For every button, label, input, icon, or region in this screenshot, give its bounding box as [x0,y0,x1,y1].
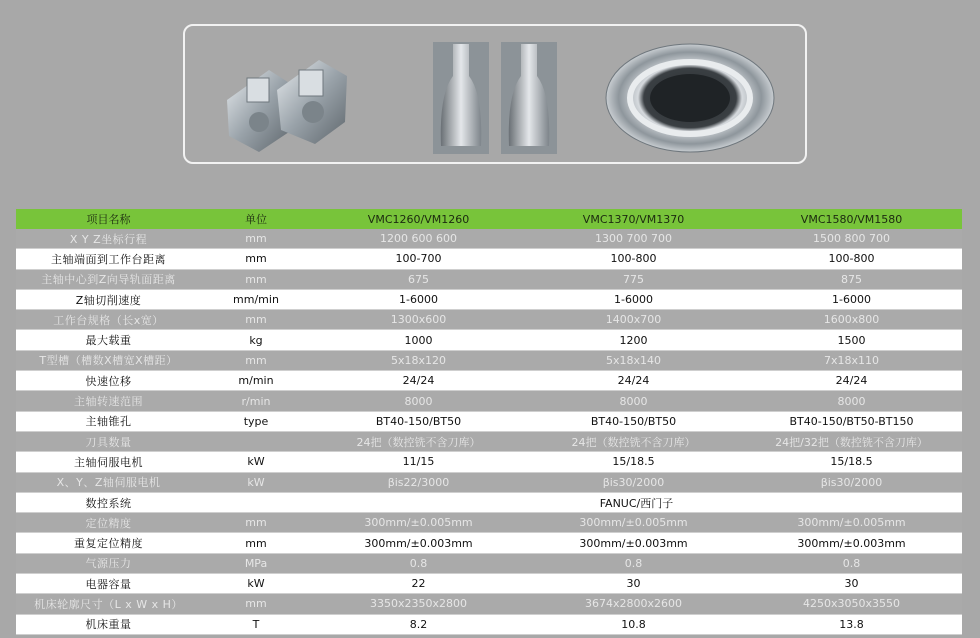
spec-unit-cell: mm [201,594,311,614]
table-row [16,614,962,634]
table-row [16,391,962,411]
table-row [16,269,962,289]
spec-value-cell-model-3: 7x18x110 [741,350,962,370]
spec-value-cell-model-1: 22 [311,574,526,594]
spec-value-cell-model-3: 4250x3050x3550 [741,594,962,614]
header-item-name: 项目名称 [16,209,201,229]
spec-unit-cell [201,431,311,451]
table-row [16,574,962,594]
spec-value-cell-model-3: BT40-150/BT50-BT150 [741,411,962,431]
table-row [16,229,962,249]
spec-unit-cell: mm [201,513,311,533]
spec-value-cell-model-1: 1-6000 [311,289,526,309]
spec-unit-cell: m/min [201,371,311,391]
spec-value-cell-model-1: 0.8 [311,553,526,573]
spec-table [16,209,962,635]
spec-value-cell-model-1: 3350x2350x2800 [311,594,526,614]
header-unit: 单位 [201,209,311,229]
spec-value-cell-model-1: 24把（数控铣不含刀库） [311,431,526,451]
spec-value-cell-model-2: BT40-150/BT50 [526,411,741,431]
spec-value-cell-model-1: 5x18x120 [311,350,526,370]
spec-value-cell-model-2: 775 [526,269,741,289]
spec-value-cell-model-2: 10.8 [526,614,741,634]
table-row [16,492,962,512]
spec-value-cell-model-2: 300mm/±0.003mm [526,533,741,553]
spec-unit-cell: mm [201,229,311,249]
header-model-2: VMC1370/VM1370 [526,209,741,229]
spec-name-cell: 刀具数量 [16,431,201,451]
spec-value-cell-model-1: 675 [311,269,526,289]
spec-unit-cell: mm [201,533,311,553]
spec-value-cell-model-2: 24/24 [526,371,741,391]
spec-value-cell-model-3: 1500 [741,330,962,350]
spec-unit-cell: type [201,411,311,431]
spec-value-cell-model-3: βis30/2000 [741,472,962,492]
spec-unit-cell: kW [201,452,311,472]
spec-value-cell-model-3: 1500 800 700 [741,229,962,249]
spec-value-cell-model-3: 100-800 [741,249,962,269]
bottle-mold-image [425,36,565,158]
table-row [16,411,962,431]
spec-name-cell: 气源压力 [16,553,201,573]
table-row [16,310,962,330]
spec-unit-cell: mm [201,310,311,330]
spec-name-cell: X、Y、Z轴伺服电机 [16,472,201,492]
spec-name-cell: 主轴中心到Z向导轨面距离 [16,269,201,289]
spec-value-cell-model-3: 8000 [741,391,962,411]
spec-value-cell-model-2: βis30/2000 [526,472,741,492]
spec-unit-cell: mm [201,249,311,269]
spec-name-cell: 机床轮廓尺寸（L x W x H） [16,594,201,614]
spec-value-cell-model-2: 3674x2800x2600 [526,594,741,614]
spec-unit-cell: kW [201,574,311,594]
spec-value-cell-model-2: 15/18.5 [526,452,741,472]
spec-name-cell: 数控系统 [16,492,201,512]
spec-value-cell-model-1: 8000 [311,391,526,411]
table-row [16,533,962,553]
spec-value-cell-model-1: 24/24 [311,371,526,391]
ring-part-image [603,38,778,156]
table-row [16,452,962,472]
spec-name-cell: 快速位移 [16,371,201,391]
table-row [16,249,962,269]
spec-value-cell-model-1: 300mm/±0.003mm [311,533,526,553]
spec-unit-cell: r/min [201,391,311,411]
spec-name-cell: 工作台规格（长x宽） [16,310,201,330]
spec-value-cell-model-3: 15/18.5 [741,452,962,472]
header-model-1: VMC1260/VM1260 [311,209,526,229]
spec-value-cell-model-2: 30 [526,574,741,594]
spec-merged-value-cell: FANUC/西门子 [311,492,962,512]
table-row [16,553,962,573]
spec-unit-cell: T [201,614,311,634]
spec-name-cell: 定位精度 [16,513,201,533]
spec-value-cell-model-2: 100-800 [526,249,741,269]
spec-value-cell-model-2: 1200 [526,330,741,350]
spec-name-cell: 最大载重 [16,330,201,350]
table-row [16,330,962,350]
spec-name-cell: 机床重量 [16,614,201,634]
spec-value-cell-model-3: 24/24 [741,371,962,391]
spec-value-cell-model-3: 13.8 [741,614,962,634]
table-row [16,289,962,309]
spec-name-cell: 电器容量 [16,574,201,594]
spec-unit-cell: kW [201,472,311,492]
spec-value-cell-model-2: 5x18x140 [526,350,741,370]
spec-name-cell: 主轴转速范围 [16,391,201,411]
spec-unit-cell: kg [201,330,311,350]
spec-value-cell-model-3: 300mm/±0.005mm [741,513,962,533]
spec-unit-cell: mm [201,350,311,370]
spec-name-cell: 主轴锥孔 [16,411,201,431]
spec-unit-cell: MPa [201,553,311,573]
table-row [16,431,962,451]
spec-name-cell: Z轴切削速度 [16,289,201,309]
spec-value-cell-model-1: 300mm/±0.005mm [311,513,526,533]
spec-value-cell-model-2: 1300 700 700 [526,229,741,249]
spec-value-cell-model-1: 1300x600 [311,310,526,330]
table-row [16,350,962,370]
spec-value-cell-model-1: BT40-150/BT50 [311,411,526,431]
spec-value-cell-model-1: βis22/3000 [311,472,526,492]
spec-unit-cell: mm/min [201,289,311,309]
table-header-row [16,209,962,229]
spec-value-cell-model-3: 875 [741,269,962,289]
spec-value-cell-model-3: 1600x800 [741,310,962,330]
spec-value-cell-model-1: 11/15 [311,452,526,472]
spec-value-cell-model-1: 1000 [311,330,526,350]
spec-value-cell-model-2: 24把（数控铣不含刀库） [526,431,741,451]
spec-value-cell-model-2: 1-6000 [526,289,741,309]
spec-unit-cell: mm [201,269,311,289]
spec-name-cell: 主轴伺服电机 [16,452,201,472]
spec-name-cell: 主轴端面到工作台距离 [16,249,201,269]
spec-value-cell-model-3: 0.8 [741,553,962,573]
spec-value-cell-model-2: 8000 [526,391,741,411]
product-photo-frame [183,24,807,164]
spec-value-cell-model-1: 8.2 [311,614,526,634]
table-row [16,594,962,614]
spec-value-cell-model-1: 1200 600 600 [311,229,526,249]
spec-value-cell-model-2: 0.8 [526,553,741,573]
header-model-3: VMC1580/VM1580 [741,209,962,229]
spec-value-cell-model-3: 1-6000 [741,289,962,309]
table-row [16,472,962,492]
spec-value-cell-model-3: 300mm/±0.003mm [741,533,962,553]
spec-value-cell-model-3: 24把/32把（数控铣不含刀库） [741,431,962,451]
spec-name-cell: X Y Z坐标行程 [16,229,201,249]
spec-unit-cell [201,492,311,512]
machined-housing-image [219,40,359,158]
spec-value-cell-model-2: 300mm/±0.005mm [526,513,741,533]
spec-value-cell-model-3: 30 [741,574,962,594]
spec-value-cell-model-2: 1400x700 [526,310,741,330]
table-row [16,513,962,533]
spec-value-cell-model-1: 100-700 [311,249,526,269]
table-row [16,371,962,391]
spec-name-cell: T型槽（槽数X槽宽X槽距） [16,350,201,370]
spec-name-cell: 重复定位精度 [16,533,201,553]
